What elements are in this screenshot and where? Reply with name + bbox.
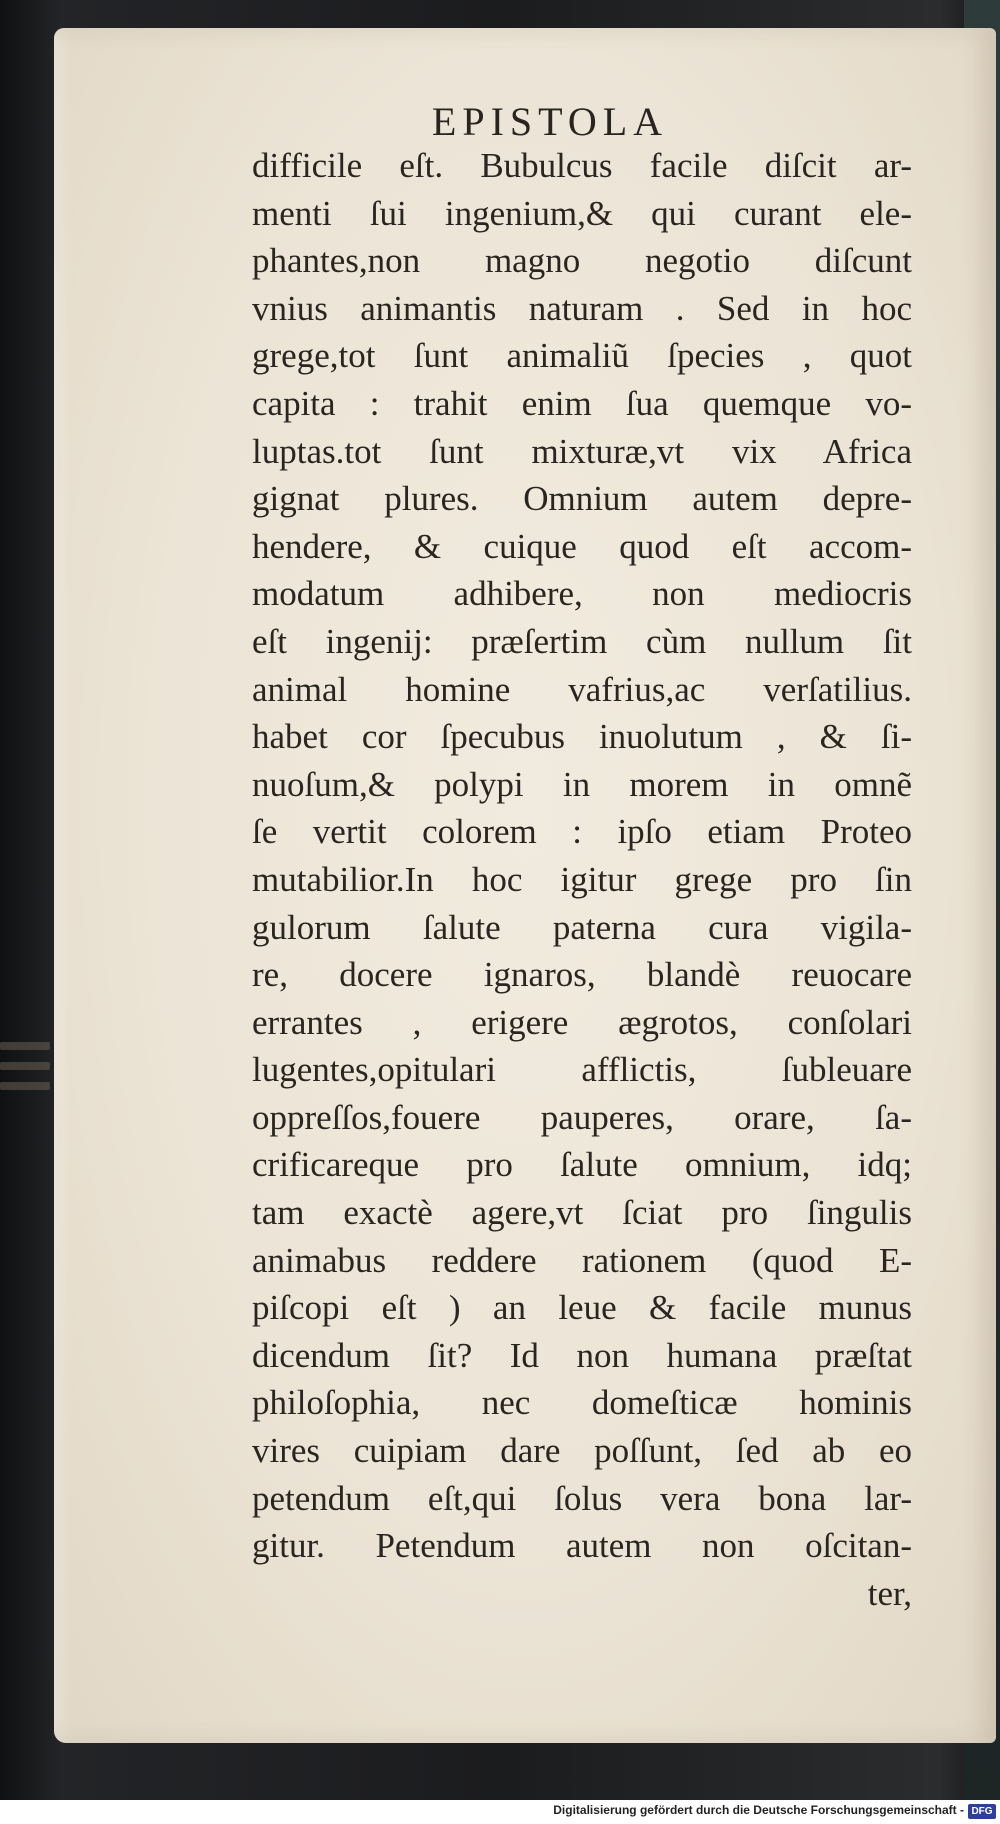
running-head: EPISTOLA [431, 99, 669, 144]
text-line: vnius animantis naturam . Sed in hoc [252, 288, 912, 328]
text-line: grege,tot ſunt animaliũ ſpecies , quot [252, 336, 912, 376]
text-line: mutabilior.In hoc igitur grege pro ſin [252, 859, 912, 899]
text-line: errantes , erigere ægrotos, conſolari [252, 1002, 912, 1042]
text-line: petendum eſt,qui ſolus vera bona lar- [252, 1478, 912, 1518]
text-line: nuoſum,& polypi in morem in omnẽ [252, 764, 912, 804]
text-line: difficile eſt. Bubulcus facile diſcit ar- [252, 146, 912, 185]
funding-credit: Digitalisierung gefördert durch die Deutsche Forschungsgemeinschaft - [553, 1803, 964, 1817]
text-line: philoſophia, nec domeſticæ hominis [252, 1383, 912, 1423]
text-line: vires cuipiam dare poſſunt, ſed ab eo [252, 1431, 912, 1471]
text-line: ter, [867, 1573, 912, 1613]
text-line: gignat plures. Omnium autem depre- [252, 479, 912, 519]
text-line: modatum adhibere, non mediocris [252, 574, 912, 614]
text-line: dicendum ſit? Id non humana præſtat [252, 1335, 912, 1375]
text-line: piſcopi eſt ) an leue & facile munus [252, 1288, 912, 1328]
text-line: eſt ingenij: præſertim cùm nullum ſit [252, 621, 912, 661]
text-line: oppreſſos,fouere pauperes, orare, ſa- [252, 1097, 912, 1137]
body-text [252, 142, 912, 1617]
text-line: gitur. Petendum autem non oſcitan- [252, 1526, 912, 1566]
text-line: habet cor ſpecubus inuolutum , & ſi- [252, 717, 912, 757]
text-line: hendere, & cuique quod eſt accom- [252, 526, 912, 566]
text-line: luptas.tot ſunt mixturæ,vt vix Africa [252, 431, 912, 471]
text-line: ſe vertit colorem : ipſo etiam Proteo [252, 812, 912, 852]
text-line: re, docere ignaros, blandè reuocare [252, 955, 912, 995]
text-line: animabus reddere rationem (quod E- [252, 1240, 912, 1280]
text-line: tam exactè agere,vt ſciat pro ſingulis [252, 1193, 912, 1233]
text-line: animal homine vafrius,ac verſatilius. [252, 669, 912, 709]
text-line: gulorum ſalute paterna cura vigila- [252, 907, 912, 947]
digitization-footer [0, 1800, 1000, 1824]
text-line: crificareque pro ſalute omnium, idq; [252, 1145, 912, 1185]
dfg-logo: DFG [968, 1804, 996, 1819]
text-line: capita : trahit enim ſua quemque vo- [252, 383, 912, 423]
text-line: lugentes,opitulari afflictis, ſubleuare [252, 1050, 912, 1090]
bleed-through-marks [0, 1030, 50, 1110]
text-line: menti ſui ingenium,& qui curant ele- [252, 193, 912, 233]
text-line: phantes,non magno negotio diſcunt [252, 241, 912, 281]
